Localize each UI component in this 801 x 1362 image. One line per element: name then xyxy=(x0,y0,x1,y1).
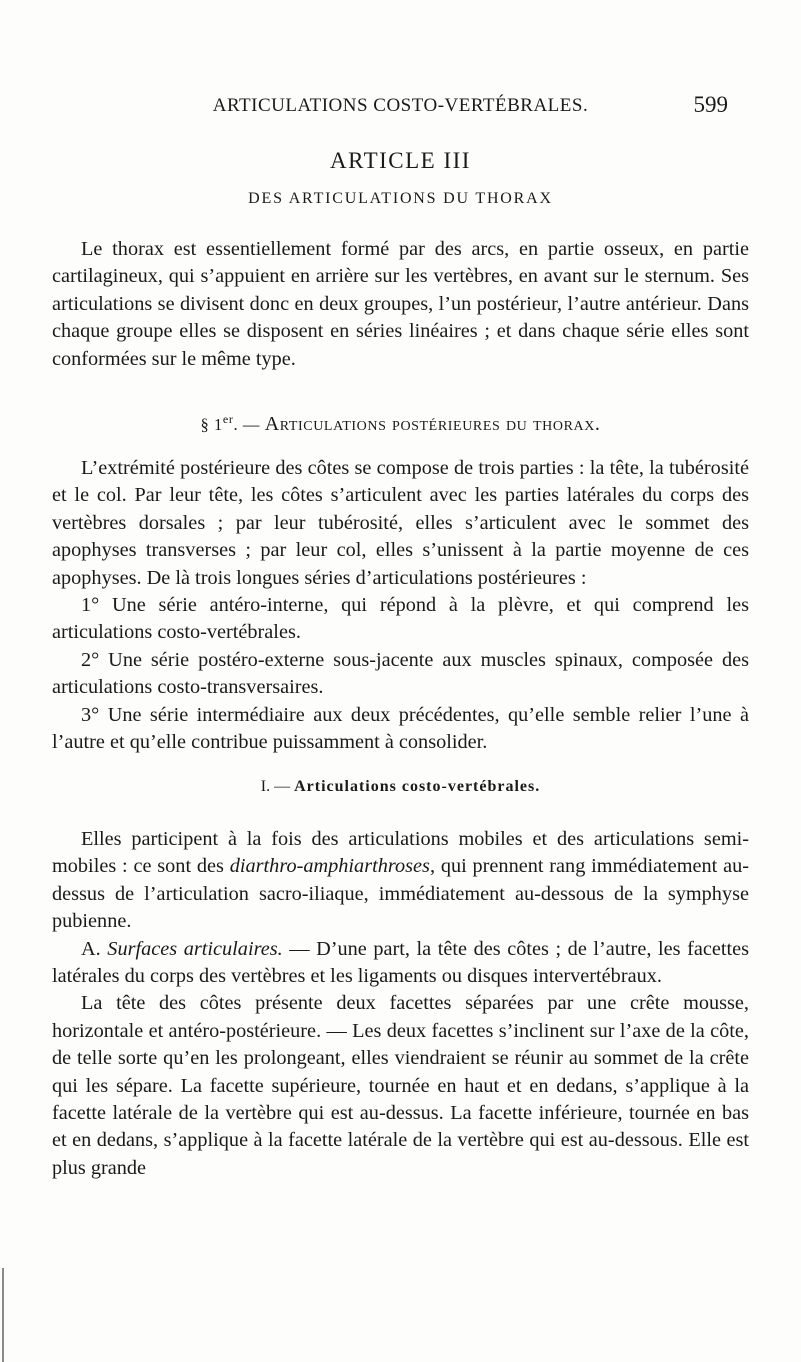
article-heading: ARTICLE III xyxy=(330,148,471,173)
section-title xyxy=(0,413,801,436)
subsection-number: I. — xyxy=(260,778,295,795)
article-subtitle: DES ARTICULATIONS DU THORAX xyxy=(248,190,553,207)
section-title-text: Articulations postérieures du thorax. xyxy=(264,413,601,435)
intro-text xyxy=(52,236,749,373)
section-superscript: er xyxy=(222,412,234,426)
text-span: — D’une part, la tête des côtes ; de l’autre, les facettes latérales du corps des vertèbres et les ligaments ou disques intervertébraux. xyxy=(52,937,749,988)
list-item: 1° Une série antéro-interne, qui répond à la plèvre, et qui comprend les articulations costo-vertébrales. xyxy=(52,594,749,644)
section-symbol: § 1 xyxy=(200,415,223,434)
section-paragraph: L’extrémité postérieure des côtes se compose de trois parties : la tête, la tubérosité et le col. Par leur tête, les côtes s’articulent avec les parties latérales du corps des vertèbres dorsales ; par leur tubérosité, elles s’articulent avec le sommet des apophyses transverses ; par leur col, elles s’unissent à la partie moyenne de ces apophyses. De là trois longues séries d’articulations postérieures : xyxy=(52,457,749,589)
text-span: Elles participent à la fois des articulations mobiles et des articulations semi-mobiles : ce sont des xyxy=(52,828,749,878)
page-header xyxy=(0,92,801,125)
list-item: 2° Une série postéro-externe sous-jacente aux muscles spinaux, composée des articulations costo-transversaires. xyxy=(52,648,749,699)
text-span: , qui prennent rang immédiatement au-dessus de l’articulation sacro-iliaque, immédiatement au-dessous de la symphyse pubienne. xyxy=(52,855,749,933)
subsection-paragraph-1 xyxy=(52,826,749,936)
running-title: ARTICULATIONS COSTO-VERTÉBRALES. xyxy=(212,95,589,116)
italic-term: diarthro-amphiarthroses xyxy=(229,855,430,878)
subsection-body xyxy=(52,826,749,1182)
page-number: 599 xyxy=(693,92,728,117)
subsection-title: Articulations costo-vertébrales. xyxy=(294,778,541,795)
subsection-paragraph-3: La tête des côtes présente deux facettes séparées par une crête mousse, horizontale et antéro-postérieure. — Les deux facettes s’inclinent sur l’axe de la côte, de telle sorte qu’en les prolongeant, elles viendraient se réunir au sommet de la crête qui les sépare. La facette supérieure, tournée en haut et en dedans, s’applique à la facette latérale de la vertèbre qui est au-dessus. La facette inférieure, tournée en bas et en dedans, s’applique à la facette latérale de la vertèbre qui est au-dessous. Elle est plus grande xyxy=(52,992,749,1179)
italic-heading: Surfaces articulaires. xyxy=(107,937,283,960)
list-item: 3° Une série intermédiaire aux deux précédentes, qu’elle semble relier l’une à l’autre et qu’elle contribue puissamment à consolider. xyxy=(52,703,749,754)
subsection-heading xyxy=(0,778,801,796)
section-body xyxy=(52,455,749,756)
intro-paragraph: Le thorax est essentiellement formé par des arcs, en partie osseux, en partie cartilagineux, qui s’appuient en arrière sur les vertèbres, en avant sur le sternum. Ses articulations se divisent donc en deux groupes, l’un postérieur, l’autre antérieur. Dans chaque groupe elles se disposent en séries linéaires ; et dans chaque série elles sont conformées sur le même type. xyxy=(52,238,749,370)
section-dash: . — xyxy=(233,415,265,434)
page-edge-mark xyxy=(2,1268,4,1362)
subsection-paragraph-2 xyxy=(52,936,749,991)
paragraph-label: A. xyxy=(81,937,108,960)
